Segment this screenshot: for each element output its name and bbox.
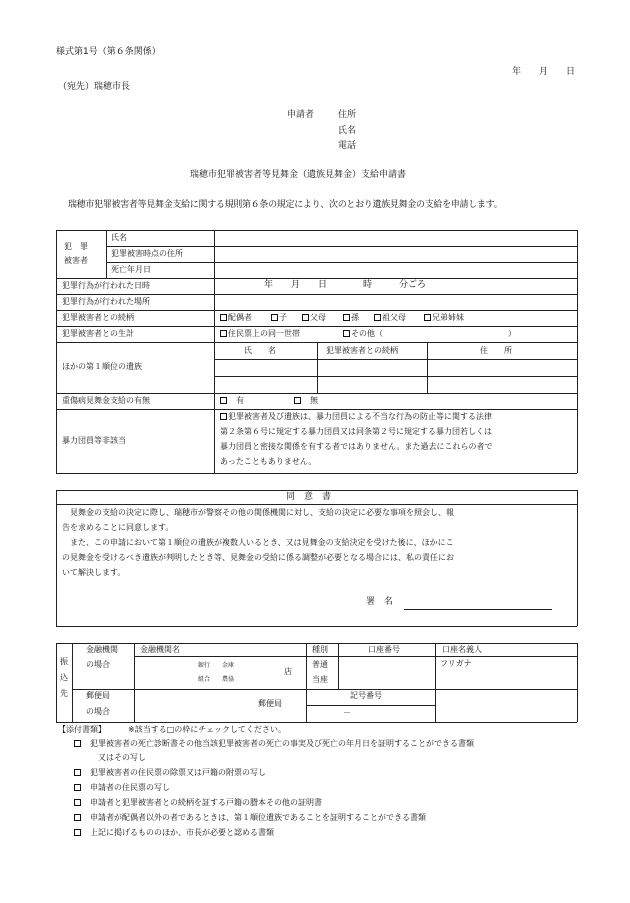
institution-name-label: 金融機関名 [140, 645, 180, 654]
serious-injury-label: 重傷病見舞金支給の有無 [62, 396, 150, 405]
checkbox-icon[interactable] [271, 314, 278, 321]
crime-place-label: 犯罪行為が行われた場所 [62, 297, 150, 306]
bank-type-union: 組合 [198, 676, 211, 683]
relation-label: 犯罪被害者との続柄 [62, 313, 134, 322]
checkbox-icon[interactable] [343, 330, 350, 337]
financial-label-2: の場合 [86, 660, 110, 669]
postal-label-2: の場合 [86, 707, 110, 716]
checkbox-icon[interactable] [74, 829, 81, 836]
attachments-title: 【添付書類】 [58, 725, 106, 734]
victim-group-label-2: 被害者 [64, 256, 88, 265]
checkbox-icon[interactable] [220, 413, 227, 420]
checkbox-icon[interactable] [74, 784, 81, 791]
financial-label-1: 金融機関 [86, 645, 118, 654]
attachment-item-3[interactable]: 申請者の住民票の写し [74, 784, 170, 792]
account-type-current[interactable]: 当座 [312, 675, 328, 684]
account-number-label: 口座番号 [368, 645, 400, 654]
consent-line-5: いて解決します。 [62, 568, 126, 577]
consent-line-3: また、この申請において第１順位の遺族が複数人いるとき、又は見舞金の支給決定を受けた後に、ほかにこ [70, 538, 454, 547]
transfer-label-1: 振 [60, 657, 68, 666]
relation-option-spouse[interactable]: 配偶者 [220, 314, 252, 322]
gang-checkbox[interactable]: 犯罪被害者及び遺族は、暴力団員による不当な行為の防止等に関する法律 [220, 413, 492, 421]
gang-label: 暴力団員等非該当 [62, 436, 126, 445]
furigana-label: フリガナ [440, 659, 472, 668]
account-holder-label: 口座名義人 [442, 645, 482, 654]
applicant-address-label: 住所 [338, 110, 357, 120]
relation-option-child[interactable]: 子 [271, 314, 287, 322]
account-type-label: 種別 [312, 645, 328, 654]
consent-line-4: の見舞金を受けるべき遺族が判明したとき等、見舞金の受給に係る調整が必要となる場合には、私の責任にお [62, 553, 454, 562]
crime-datetime-label: 犯罪行為が行われた日時 [62, 281, 150, 290]
checkbox-icon[interactable] [220, 314, 227, 321]
gang-text-line-4: あったこともありません。 [220, 457, 317, 466]
checkbox-icon[interactable] [424, 314, 431, 321]
consent-line-2: 告を求めることに同意します。 [62, 523, 174, 532]
applicant-name-label: 氏名 [338, 126, 357, 136]
livelihood-close-paren: ） [508, 329, 516, 338]
applicant-label: 申請者 [287, 110, 315, 120]
signature-line[interactable] [404, 609, 552, 610]
addressee: （宛先）瑞穂市長 [58, 82, 131, 92]
bank-type-shinkin: 金庫 [222, 662, 235, 669]
relation-option-grandchild[interactable]: 孫 [343, 314, 359, 322]
post-office-label: 郵便局 [258, 699, 282, 708]
livelihood-label: 犯罪被害者との生計 [62, 329, 134, 338]
attachment-item-6[interactable]: 上記に掲げるもののほか、市長が必要と認める書類 [74, 829, 274, 837]
intro-text: 瑞穂市犯罪被害者等見舞金支給に関する規則第６条の規定により、次のとおり遺族見舞金の支給を申請します。 [68, 200, 503, 210]
attachment-item-1-cont: 又はその写し [98, 753, 146, 762]
account-type-ordinary[interactable]: 普通 [312, 660, 328, 669]
bank-type-ja: 農協 [222, 676, 235, 683]
postal-label-1: 郵便局 [86, 691, 110, 700]
branch-label: 店 [284, 667, 292, 676]
checkbox-icon[interactable] [74, 740, 81, 747]
livelihood-option-other[interactable]: その他（ [343, 330, 383, 338]
victim-death-date-label: 死亡年月日 [111, 265, 151, 274]
other-heirs-label: ほかの第１順位の遺族 [62, 362, 142, 371]
attachment-item-2[interactable]: 犯罪被害者の住民票の除票又は戸籍の附票の写し [74, 769, 266, 777]
relation-option-grandparent[interactable]: 祖父母 [374, 314, 406, 322]
bank-type-bank: 銀行 [198, 662, 211, 669]
symbol-number-dash: － [343, 708, 351, 717]
consent-title: 同 意 書 [286, 492, 332, 502]
victim-group-label-1: 犯 罪 [64, 242, 88, 251]
consent-line-1: 見舞金の支給の決定に際し、瑞穂市が警察その他の関係機関に対し、支給の決定に必要な事項を照会し、報 [70, 508, 454, 517]
checkbox-icon[interactable] [220, 330, 227, 337]
attachments-note: ※該当する□の枠にチェックしてください。 [128, 725, 287, 734]
victim-address-label: 犯罪被害時点の住所 [111, 249, 183, 258]
relation-option-parent[interactable]: 父母 [302, 314, 326, 322]
victim-name-label: 氏名 [111, 233, 127, 242]
attachment-item-5[interactable]: 申請者が配偶者以外の者であるときは、第１順位遺族であることを証明することができる書類 [74, 814, 426, 822]
livelihood-option-same-household[interactable]: 住民票上の同一世帯 [220, 330, 300, 338]
checkbox-icon[interactable] [220, 397, 227, 404]
checkbox-icon[interactable] [74, 814, 81, 821]
attachment-item-4[interactable]: 申請者と犯罪被害者との続柄を証する戸籍の謄本その他の証明書 [74, 799, 322, 807]
heir-col-address: 住 所 [480, 346, 512, 355]
symbol-number-label: 記号番号 [350, 691, 382, 700]
checkbox-icon[interactable] [302, 314, 309, 321]
heir-col-relation: 犯罪被害者との続柄 [326, 346, 398, 355]
page-title: 瑞穂市犯罪被害者等見舞金（遺族見舞金）支給申請書 [190, 170, 407, 180]
serious-injury-yes[interactable]: 有 [220, 397, 244, 405]
checkbox-icon[interactable] [374, 314, 381, 321]
attachment-item-1[interactable]: 犯罪被害者の死亡診断書その他当該犯罪被害者の死亡の事実及び死亡の年月日を証明することができる書類 [74, 740, 474, 748]
form-number: 様式第1号（第６条関係） [56, 47, 161, 57]
checkbox-icon[interactable] [74, 799, 81, 806]
signature-label: 署 名 [366, 597, 394, 607]
date-field[interactable]: 年 月 日 [512, 67, 576, 77]
gang-text-line-2: 第２条第６号に規定する暴力団員又は同条第２号に規定する暴力団若しくは [220, 427, 492, 436]
transfer-label-2: 込 [60, 673, 68, 682]
relation-option-sibling[interactable]: 兄弟姉妹 [424, 314, 464, 322]
crime-datetime-value[interactable]: 年 月 日 時 分ごろ [264, 280, 427, 290]
gang-text-line-3: 暴力団員と密接な関係を有する者ではありません。また過去にこれらの者で [220, 442, 493, 451]
heir-col-name: 氏 名 [244, 346, 276, 355]
checkbox-icon[interactable] [74, 769, 81, 776]
applicant-phone-label: 電話 [338, 141, 357, 151]
checkbox-icon[interactable] [343, 314, 350, 321]
transfer-label-3: 先 [60, 689, 68, 698]
checkbox-icon[interactable] [294, 397, 301, 404]
serious-injury-no[interactable]: 無 [294, 397, 318, 405]
